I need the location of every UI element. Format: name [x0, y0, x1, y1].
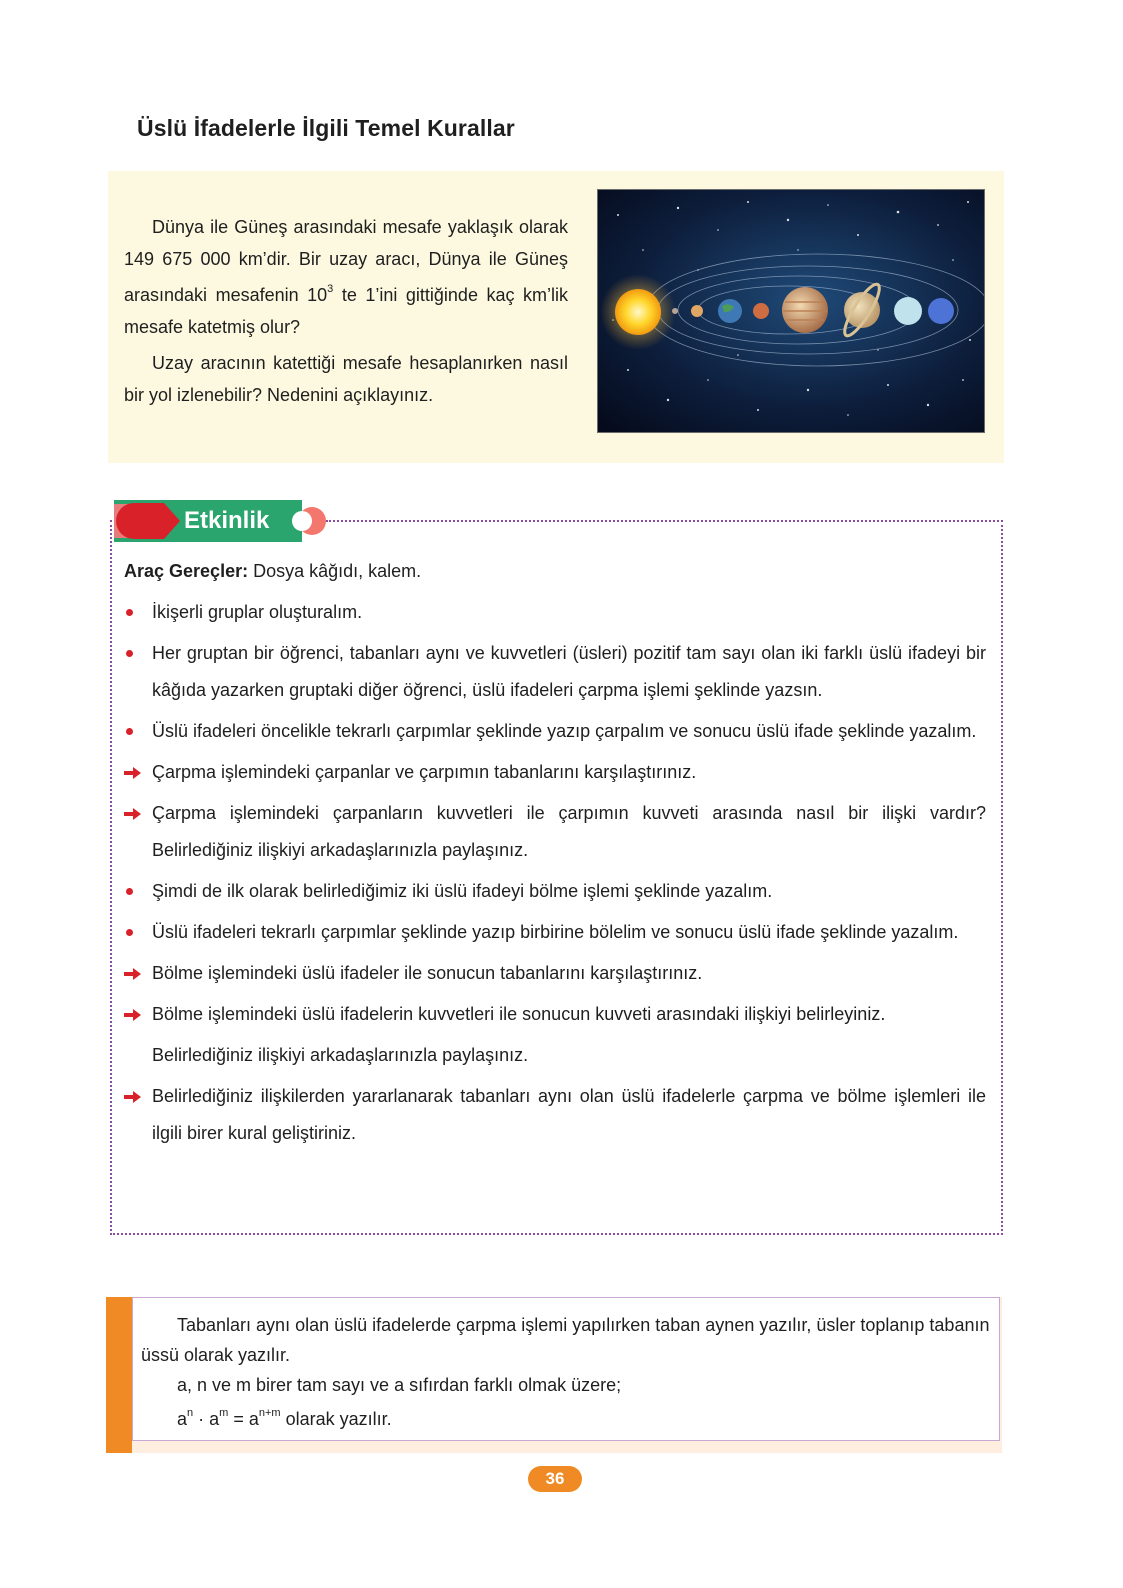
activity-content	[124, 553, 986, 1156]
activity-item	[124, 996, 986, 1033]
bullet-icon	[124, 713, 144, 750]
activity-item	[124, 1037, 986, 1074]
activity-item-text: Bölme işlemindeki üslü ifadelerin kuvvetleri ile sonucun kuvveti arasındaki ilişkiyi belirleyiniz.	[152, 1004, 886, 1024]
bullet-icon	[124, 635, 144, 672]
activity-item	[124, 955, 986, 992]
activity-item-text: Belirlediğiniz ilişkilerden yararlanarak tabanları aynı olan üslü ifadelerle çarpma ve bölme işlemleri ile ilgili birer kural geliştiriniz.	[152, 1086, 986, 1143]
intro-paragraph-2: Uzay aracının katettiği mesafe hesaplanırken nasıl bir yol izlenebilir? Nedenini açıklayınız.	[124, 353, 568, 405]
arrow-icon	[124, 754, 144, 791]
rule-paragraph-1: Tabanları aynı olan üslü ifadelerde çarpma işlemi yapılırken taban aynen yazılır, üsler toplanıp tabanın üssü olarak yazılır.	[141, 1315, 990, 1365]
activity-item-text: İkişerli gruplar oluşturalım.	[152, 602, 363, 622]
bullet-icon	[124, 873, 144, 910]
page-title: Üslü İfadelerle İlgili Temel Kurallar	[137, 115, 515, 141]
solar-system-image	[597, 189, 985, 433]
activity-item-text: Üslü ifadeleri öncelikle tekrarlı çarpımlar şeklinde yazıp çarpalım ve sonucu üslü ifade şeklinde yazalım.	[152, 721, 977, 741]
rule-text	[141, 1310, 991, 1434]
activity-item-text: Çarpma işlemindeki çarpanlar ve çarpımın tabanlarını karşılaştırınız.	[152, 762, 697, 782]
activity-item-text: Çarpma işlemindeki çarpanların kuvvetleri ile çarpımın kuvveti arasında nasıl bir ilişki vardır? Belirlediğiniz ilişkiyi arkadaşlarınızla paylaşınız.	[152, 803, 986, 860]
intro-paragraph-1: Dünya ile Güneş arasındaki mesafe yaklaşık olarak 149 675 000 km’dir. Bir uzay aracı, Dünya ile Güneş arasındaki mesafenin $10^3$ te 1’ini gittiğinde kaç km’lik mesafe katetmiş olur?	[124, 217, 568, 337]
page-number: 36	[528, 1466, 582, 1492]
activity-item-text: Belirlediğiniz ilişkiyi arkadaşlarınızla paylaşınız.	[152, 1045, 529, 1065]
rule-inner	[132, 1297, 1000, 1441]
rule-box	[106, 1297, 1002, 1453]
intro-text	[124, 211, 568, 415]
activity-item	[124, 754, 986, 791]
activity-item	[124, 1078, 986, 1152]
activity-item-text: Şimdi de ilk olarak belirlediğimiz iki üslü ifadeyi bölme işlemi şeklinde yazalım.	[152, 881, 773, 901]
activity-item-text: Her gruptan bir öğrenci, tabanları aynı ve kuvvetleri (üsleri) pozitif tam sayı olan iki farklı üslü ifadeyi bir kâğıda yazarken gruptaki diğer öğrenci, üslü ifadeleri çarpma işlemi şeklinde yazsın.	[152, 643, 986, 700]
activity-item	[124, 873, 986, 910]
rule-formula: $a^n \cdot a^m = a^{n+m}$ olarak yazılır.	[177, 1407, 392, 1429]
activity-item	[124, 713, 986, 750]
arrow-icon	[124, 955, 144, 992]
bullet-icon	[124, 914, 144, 951]
arrow-icon	[124, 795, 144, 832]
activity-header	[112, 500, 332, 544]
activity-item	[124, 594, 986, 631]
intro-box	[108, 171, 1004, 463]
activity-item	[124, 914, 986, 951]
bullet-icon	[124, 594, 144, 631]
tools-line: Araç Gereçler: Dosya kâğıdı, kalem.	[124, 561, 422, 581]
activity-item	[124, 795, 986, 869]
arrow-icon	[124, 996, 144, 1033]
rule-paragraph-2: a, n ve m birer tam sayı ve a sıfırdan farklı olmak üzere;	[177, 1375, 622, 1395]
arrow-icon	[124, 1078, 144, 1115]
rule-accent-bar	[106, 1297, 132, 1453]
activity-item-text: Üslü ifadeleri tekrarlı çarpımlar şeklinde yazıp birbirine bölelim ve sonucu üslü ifade şeklinde yazalım.	[152, 922, 959, 942]
activity-label: Etkinlik	[184, 507, 270, 534]
activity-item	[124, 635, 986, 709]
activity-items	[124, 594, 986, 1152]
activity-item-text: Bölme işlemindeki üslü ifadeler ile sonucun tabanlarını karşılaştırınız.	[152, 963, 703, 983]
